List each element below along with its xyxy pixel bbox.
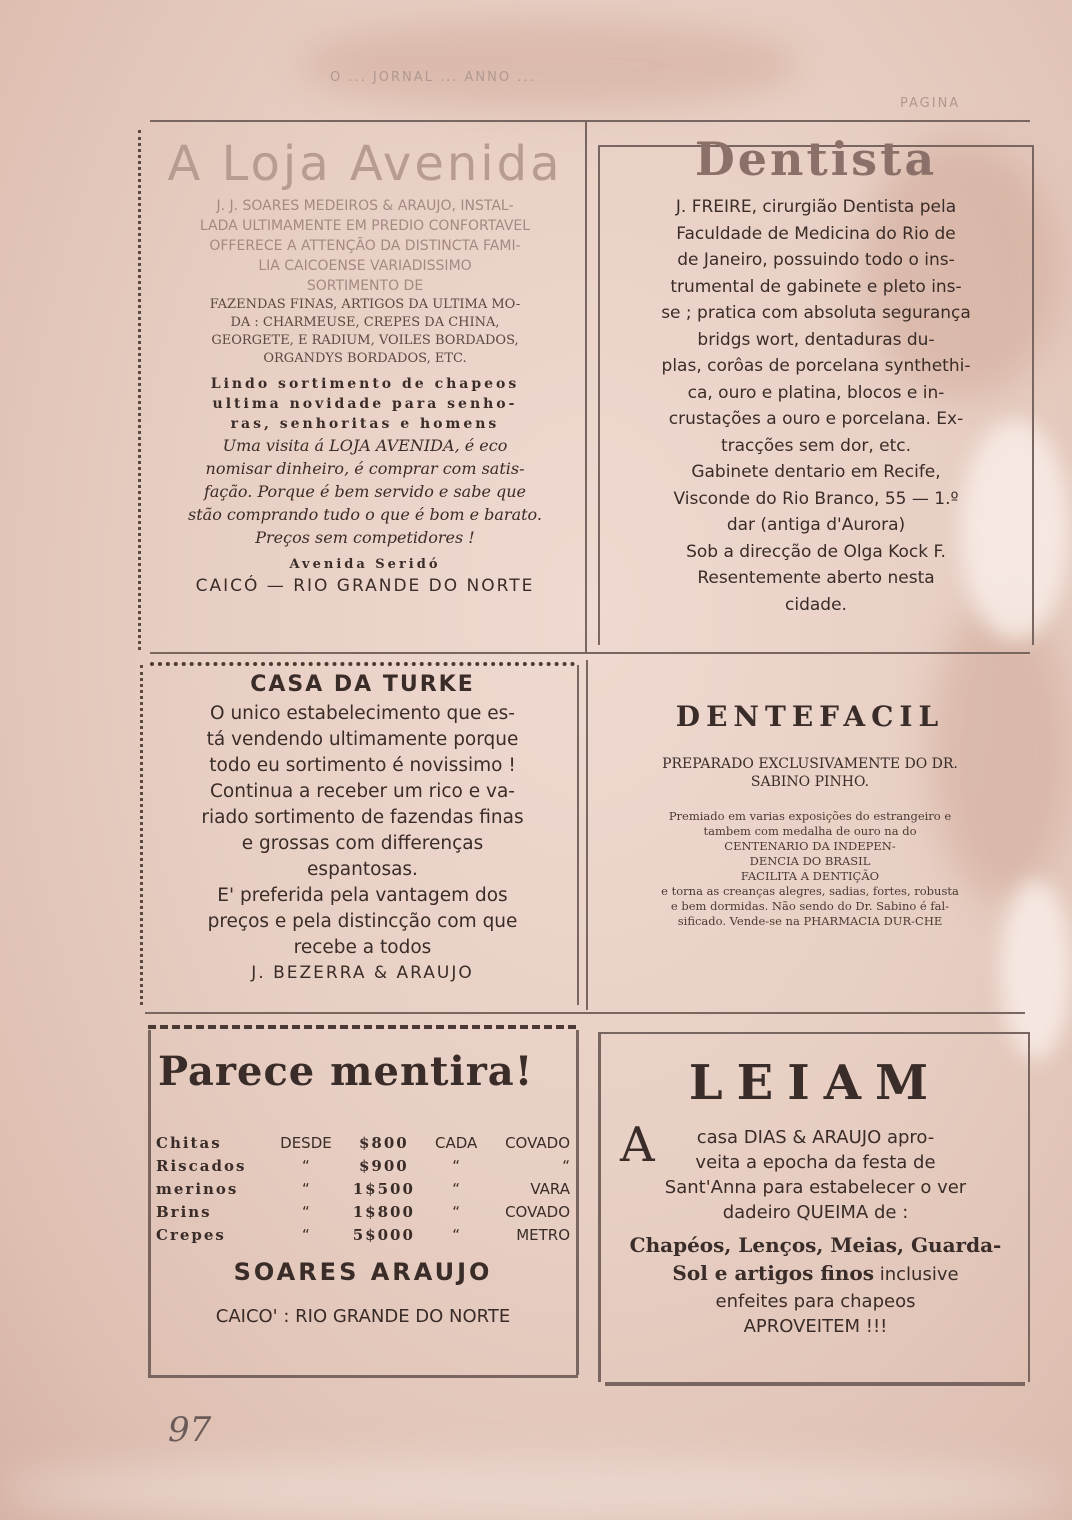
ad-subtitle [600,755,1020,791]
text-line: LIA CAICOENSE VARIADISSIMO [258,258,472,274]
price-prefix: “ [302,1156,310,1175]
ad-intro [150,196,580,296]
text-line: PREPARADO EXCLUSIVAMENTE DO DR. [662,756,958,772]
ad-city: CAICÓ — RIO GRANDE DO NORTE [195,576,535,596]
stain [300,20,800,110]
text-line: sificado. Vende-se na PHARMACIA DUR-CHE [677,914,943,928]
ad-border [605,1382,1025,1386]
price-value: $900 [358,1156,409,1175]
ad-border [148,1030,151,1375]
price-measure: COVADO [505,1202,570,1221]
text-line: dadeiro QUEIMA de : [722,1202,909,1223]
text-line: DA : CHARMEUSE, CREPES DA CHINA, [230,315,500,330]
price-value: 5$000 [352,1225,415,1244]
text-line: E' preferida pela vantagem dos [217,885,508,906]
price-unit: “ [452,1179,461,1198]
text-line: APROVEITEM !!! [743,1316,888,1337]
text-line: todo eu sortimento é novissimo ! [209,755,516,776]
text-line: J. FREIRE, cirurgião Dentista pela [675,197,957,217]
price-measure: METRO [516,1225,570,1244]
text-line: OFFERECE A ATTENÇÃO DA DISTINCTA FAMI- [209,238,521,254]
price-unit: “ [452,1156,461,1175]
text-line: ultima novidade para senho- [212,396,518,412]
text-line: Visconde do Rio Branco, 55 — 1.º [673,488,959,509]
text-line: FACILITA A DENTIÇÃO [740,869,880,883]
text-line: preços e pela distincção com que [207,911,518,932]
ad-border [576,1030,579,1375]
row-divider [150,652,1030,654]
ad-title: DENTEFACIL [675,700,945,733]
ad-goods-list [150,296,580,368]
text-line: LADA ULTIMAMENTE EM PREDIO CONFORTAVEL [199,218,531,234]
text-line: GEORGETE, E RADIUM, VOILES BORDADOS, [211,333,519,348]
text-line: fação. Porque é bem servido e sabe que [203,482,527,501]
ad-body [600,809,1020,929]
text-line: riado sortimento de fazendas finas [201,807,524,828]
text-line: DENCIA DO BRASIL [749,854,871,868]
ad-title: Dentista [694,132,938,186]
ad-body-italic [150,434,580,549]
price-prefix: “ [302,1179,310,1198]
ad-border [577,665,579,1005]
text-line: tá vendendo ultimamente porque [206,729,519,750]
text-line: J. J. SOARES MEDEIROS & ARAUJO, INSTAL- [216,198,514,214]
text-line: e bem dormidas. Não sendo do Dr. Sabino é fal- [670,899,950,913]
text-line: bridgs wort, dentaduras du- [697,329,935,350]
price-table [152,1131,574,1246]
text-line: espantosas. [307,859,418,880]
text-line: cidade. [785,594,847,615]
ad-body [150,701,575,961]
price-row [152,1131,574,1154]
ad-goods [608,1231,1023,1289]
handwritten-number: 97 [168,1410,212,1450]
text-line: O unico estabelecimento que es- [210,703,515,724]
column-divider [585,122,587,652]
ad-border [138,130,141,650]
ad-border [140,665,143,1005]
ad-casa-turke [150,672,575,983]
text-line: crustações a ouro e porcelana. Ex- [668,409,964,429]
price-row [152,1154,574,1177]
drop-cap: A [620,1117,655,1173]
text-line: SABINO PINHO. [750,774,870,790]
price-row [152,1200,574,1223]
price-item: Crepes [156,1225,226,1244]
price-unit: CADA [435,1133,478,1152]
text-line: plas, corôas de porcelana synthethi- [661,356,971,376]
ad-title: A Loja Avenida [167,136,563,192]
price-item: Brins [156,1202,212,1221]
row-divider [145,1012,1025,1014]
price-measure: VARA [530,1179,570,1198]
ad-border [1032,145,1034,645]
price-measure: COVADO [505,1133,570,1152]
text-line: CENTENARIO DA INDEPEN- [724,839,896,853]
price-value: 1$800 [352,1202,415,1221]
price-prefix: “ [302,1202,310,1221]
header-rule [150,120,1030,122]
text-line: stão comprando tudo o que é bom e barato. [188,505,542,524]
ad-hats-notice [150,374,580,434]
text-line: Sob a direcção de Olga Kock F. [686,541,946,562]
text-line: Preços sem competidores ! [255,528,475,547]
text-line: Uma visita á LOJA AVENIDA, é eco [222,436,508,455]
ad-title: Parece mentira! [158,1048,534,1095]
price-row [152,1177,574,1200]
price-row [152,1223,574,1246]
price-item: Chitas [156,1133,222,1152]
text-line: tambem com medalha de ouro na do [703,824,917,838]
text-inline: inclusive [874,1264,959,1285]
text-line: Faculdade de Medicina do Rio de [676,223,956,244]
ad-border [598,1032,1028,1034]
price-prefix: “ [302,1225,310,1244]
price-measure: “ [562,1156,570,1175]
text-line: recebe a todos [293,937,432,958]
text-line: e grossas com differenças [241,833,484,854]
column-divider [586,660,588,1010]
ad-dentefacil [600,700,1020,929]
ad-border [598,145,600,645]
text-line: SORTIMENTO DE [306,278,424,294]
text-line: e torna as creanças alegres, sadias, fortes, robusta [661,884,959,898]
text-line: Premiado em varias exposições do estrangeiro e [668,809,952,823]
ad-title: CASA DA TURKE [250,672,475,697]
text-line: tracções sem dor, etc. [720,435,912,456]
price-unit: “ [452,1225,461,1244]
price-unit: “ [452,1202,461,1221]
ad-body [608,1125,1023,1225]
worn-edge [0,1460,1072,1520]
ad-border [148,1375,578,1378]
ad-closing [608,1289,1023,1339]
text-line: veita a epocha da festa de [695,1152,936,1173]
ad-body [602,194,1030,618]
text-line: Lindo sortimento de chapeos [210,376,520,392]
text-line: ca, ouro e platina, blocos e in- [687,382,945,403]
text-line: Sol e artigos finos inclusive [672,1261,959,1285]
text-line: Sant'Anna para estabelecer o ver [664,1177,967,1198]
ad-city: CAICO' : RIO GRANDE DO NORTE [215,1306,511,1327]
price-item: merinos [156,1179,239,1198]
text-line: enfeites para chapeos [715,1291,916,1312]
page-label: PAGINA [900,96,961,111]
text-line: Continua a receber um rico e va- [210,781,515,802]
text-line: se ; pratica com absoluta segurança [661,303,971,323]
text-line: Gabinete dentario em Recife, [691,462,941,482]
text-line: ORGANDYS BORDADOS, ETC. [263,351,467,366]
ad-border [598,1032,601,1382]
text-line: trumental de gabinete e pleto ins- [670,276,962,297]
ad-leiam [608,1055,1023,1339]
ad-firm: SOARES ARAUJO [233,1258,493,1286]
text-line: Chapéos, Lenços, Meias, Guarda- [629,1233,1002,1257]
price-value: 1$500 [352,1179,415,1198]
ad-border [150,662,575,666]
text-line: dar (antiga d'Aurora) [726,515,906,535]
ad-parece-mentira [152,1048,574,1327]
price-item: Riscados [156,1156,247,1175]
masthead-line: O ... JORNAL ... ANNO ... [330,70,536,85]
text-line: casa DIAS & ARAUJO apro- [696,1127,935,1148]
ad-dentista [602,132,1030,618]
ad-loja-avenida [150,130,580,596]
text-line: Resentemente aberto nesta [697,568,935,588]
ad-border [148,1025,576,1029]
price-value: $800 [358,1133,409,1152]
ad-street: Avenida Seridó [289,557,441,572]
text-line: ras, senhoritas e homens [230,416,500,432]
text-line: FAZENDAS FINAS, ARTIGOS DA ULTIMA MO- [209,297,521,312]
price-prefix: DESDE [280,1133,332,1152]
text-line: de Janeiro, possuindo todo o ins- [677,250,955,270]
text-line: nomisar dinheiro, é comprar com satis- [205,459,525,478]
ad-title: LEIAM [688,1055,943,1111]
ad-border [1028,1032,1030,1382]
ad-signature: J. BEZERRA & ARAUJO [251,963,474,983]
